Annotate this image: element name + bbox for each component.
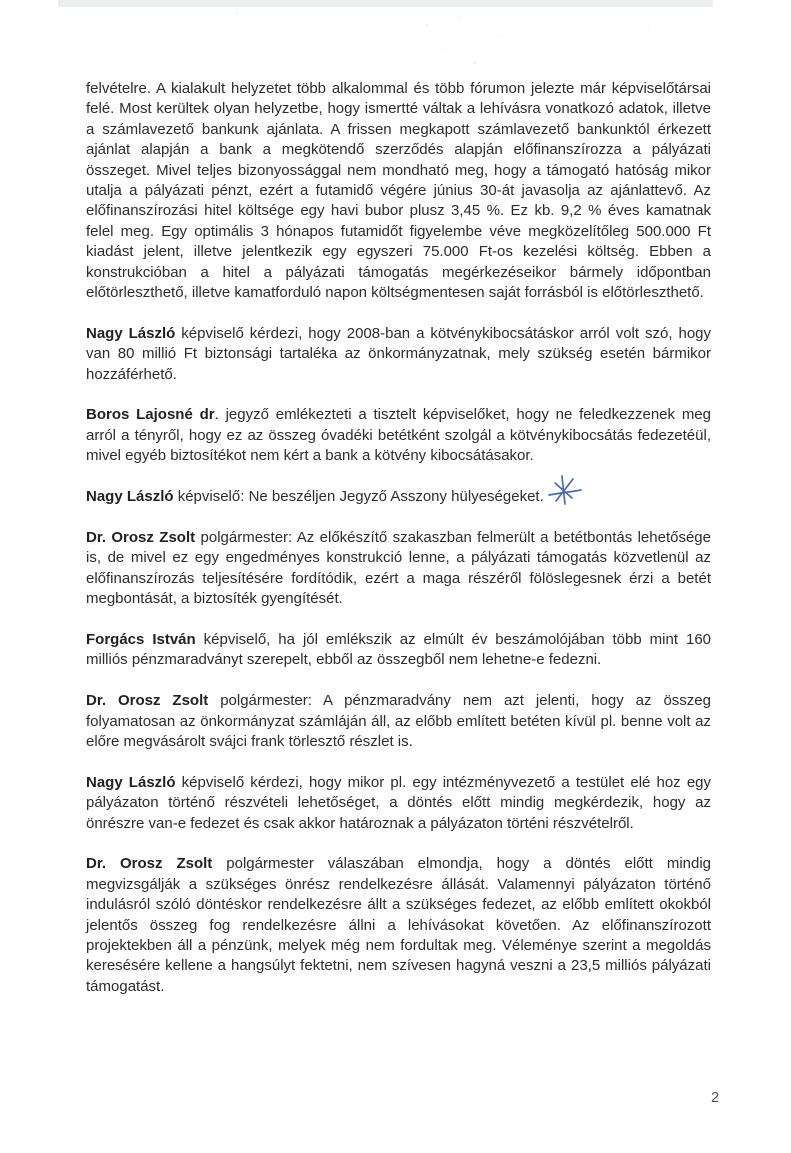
paragraph-text: . jegyző emlékezteti a tisztelt képviselőket, hogy ne feledkezzenek meg arról a tényről, hogy ez az összeg óvadéki betétként szolgál a kötvénykibocsátás fedezetéül, mivel egyéb biztosítékot nem kért a bank a kötvény kibocsátásakor. bbox=[86, 406, 711, 465]
paragraph-speech bbox=[86, 854, 711, 997]
paragraph-speech bbox=[86, 691, 711, 752]
speaker-name: Dr. Orosz Zsolt bbox=[86, 692, 209, 710]
speaker-name: Dr. Orosz Zsolt bbox=[86, 528, 196, 546]
paragraph-speech bbox=[86, 405, 711, 466]
paragraph-speech bbox=[86, 487, 711, 507]
paragraph-text: felvételre. A kialakult helyzetet több alkalommal és több fórumon jelezte már képviselőtársai felé. Most kerültek olyan helyzetbe, hogy ismertté váltak a lehívásra vonatkozó adatok, illetve a számlavezető bankunk ajánlata. A frissen megkapott számlavezető bankunktól érkezett ajánlat alapján a bank a megkötendő szerződés alapján előfinanszírozza a pályázati összeget. Mivel teljes bizonyossággal nem mondható meg, hogy a támogató hatóság mikor utalja a pályázati pénzt, ezért a futamidő végére június 30-át javasolja az ajánlattevő. Az előfinanszírozási hitel költsége egy havi bubor plusz 3,45 %. Ez kb. 9,2 % éves kamatnak felel meg. Egy optimális 3 hónapos futamidőt figyelembe véve megközelítőleg 500.000 Ft kiadást jelent, illetve jelentkezik egy egyszeri 75.000 Ft-os kezelési költség. Ebben a konstrukcióban a hitel a pályázati támogatás megérkezéseikor bármely időpontban előtörleszthető, illetve kamatforduló napon költségmentesen saját forrásból is előtörleszthető. bbox=[86, 80, 711, 302]
speaker-name: Nagy László bbox=[86, 773, 176, 791]
paragraph-speech bbox=[86, 528, 711, 610]
paragraph-text: polgármester: A pénzmaradvány nem azt jelenti, hogy az összeg folyamatosan az önkormányzat számláján áll, az előbb említett betéten kívül pl. benne volt az előre megvásárolt svájci frank törlesztő részlet is. bbox=[86, 692, 711, 750]
paragraph-speech bbox=[86, 630, 711, 671]
speaker-name: Nagy László bbox=[86, 488, 174, 506]
paragraph-text: képviselő, ha jól emlékszik az elmúlt év beszámolójában több mint 160 milliós pénzmaradványt szerepelt, ebből az összegből nem lehetne-e fedezni. bbox=[86, 630, 711, 669]
paragraph-text: polgármester: Az előkészítő szakaszban felmerült a betétbontás lehetősége is, de mivel ez egy engedményes konstrukció lenne, a pályázati támogatás közvetlenül az előfinanszírozás teljesítésére fordítódik, ezért a maga részéről fölöslegesnek érzi a betét megbontását, a biztosíték gyengítését. bbox=[86, 528, 711, 608]
paragraph-speech bbox=[86, 773, 711, 834]
paragraph-speech bbox=[86, 324, 711, 385]
paragraph-continuation bbox=[86, 79, 711, 303]
paragraph-text: képviselő kérdezi, hogy mikor pl. egy intézményvezető a testület elé hoz egy pályázaton történő részvételi lehetőséget, a döntés előtt mindig megkérdezik, hogy az önrészre van-e fedezet és csak akkor határoznak a pályázaton történi részvételről. bbox=[86, 773, 712, 832]
speaker-name: Nagy László bbox=[86, 324, 176, 342]
paragraph-text: polgármester válaszában elmondja, hogy a döntés előtt mindig megvizsgálják a szükséges önrész rendelkezésre állását. Valamennyi pályázaton történő indulásról szóló döntéskor rendelkezésre állt a szükséges fedezet, az előbb említett okokból jelentős összeg fog rendelkezésre állni a lehívásokat követően. Az előfinanszírozott projektekben áll a pénzünk, melyek még nem fordultak meg. Véleménye szerint a megoldás keresésére kellene a hangsúlyt fektetni, nem szívesen hagyná veszni a 23,5 milliós pályázati támogatást. bbox=[86, 855, 712, 995]
scan-noise-texture bbox=[0, 0, 791, 90]
paragraph-text: képviselő: Ne beszéljen Jegyző Asszony hülyeségeket. bbox=[173, 488, 544, 506]
paragraph-text: képviselő kérdezi, hogy 2008-ban a kötvénykibocsátáskor arról volt szó, hogy van 80 millió Ft biztonsági tartaléka az önkormányzatnak, mely szükség esetén bármikor hozzáférhető. bbox=[86, 324, 712, 383]
speaker-name: Forgács István bbox=[86, 630, 196, 648]
document-body bbox=[86, 79, 711, 1018]
page-number: 2 bbox=[711, 1090, 720, 1106]
speaker-name: Dr. Orosz Zsolt bbox=[86, 855, 213, 873]
speaker-name: Boros Lajosné dr bbox=[86, 406, 215, 424]
